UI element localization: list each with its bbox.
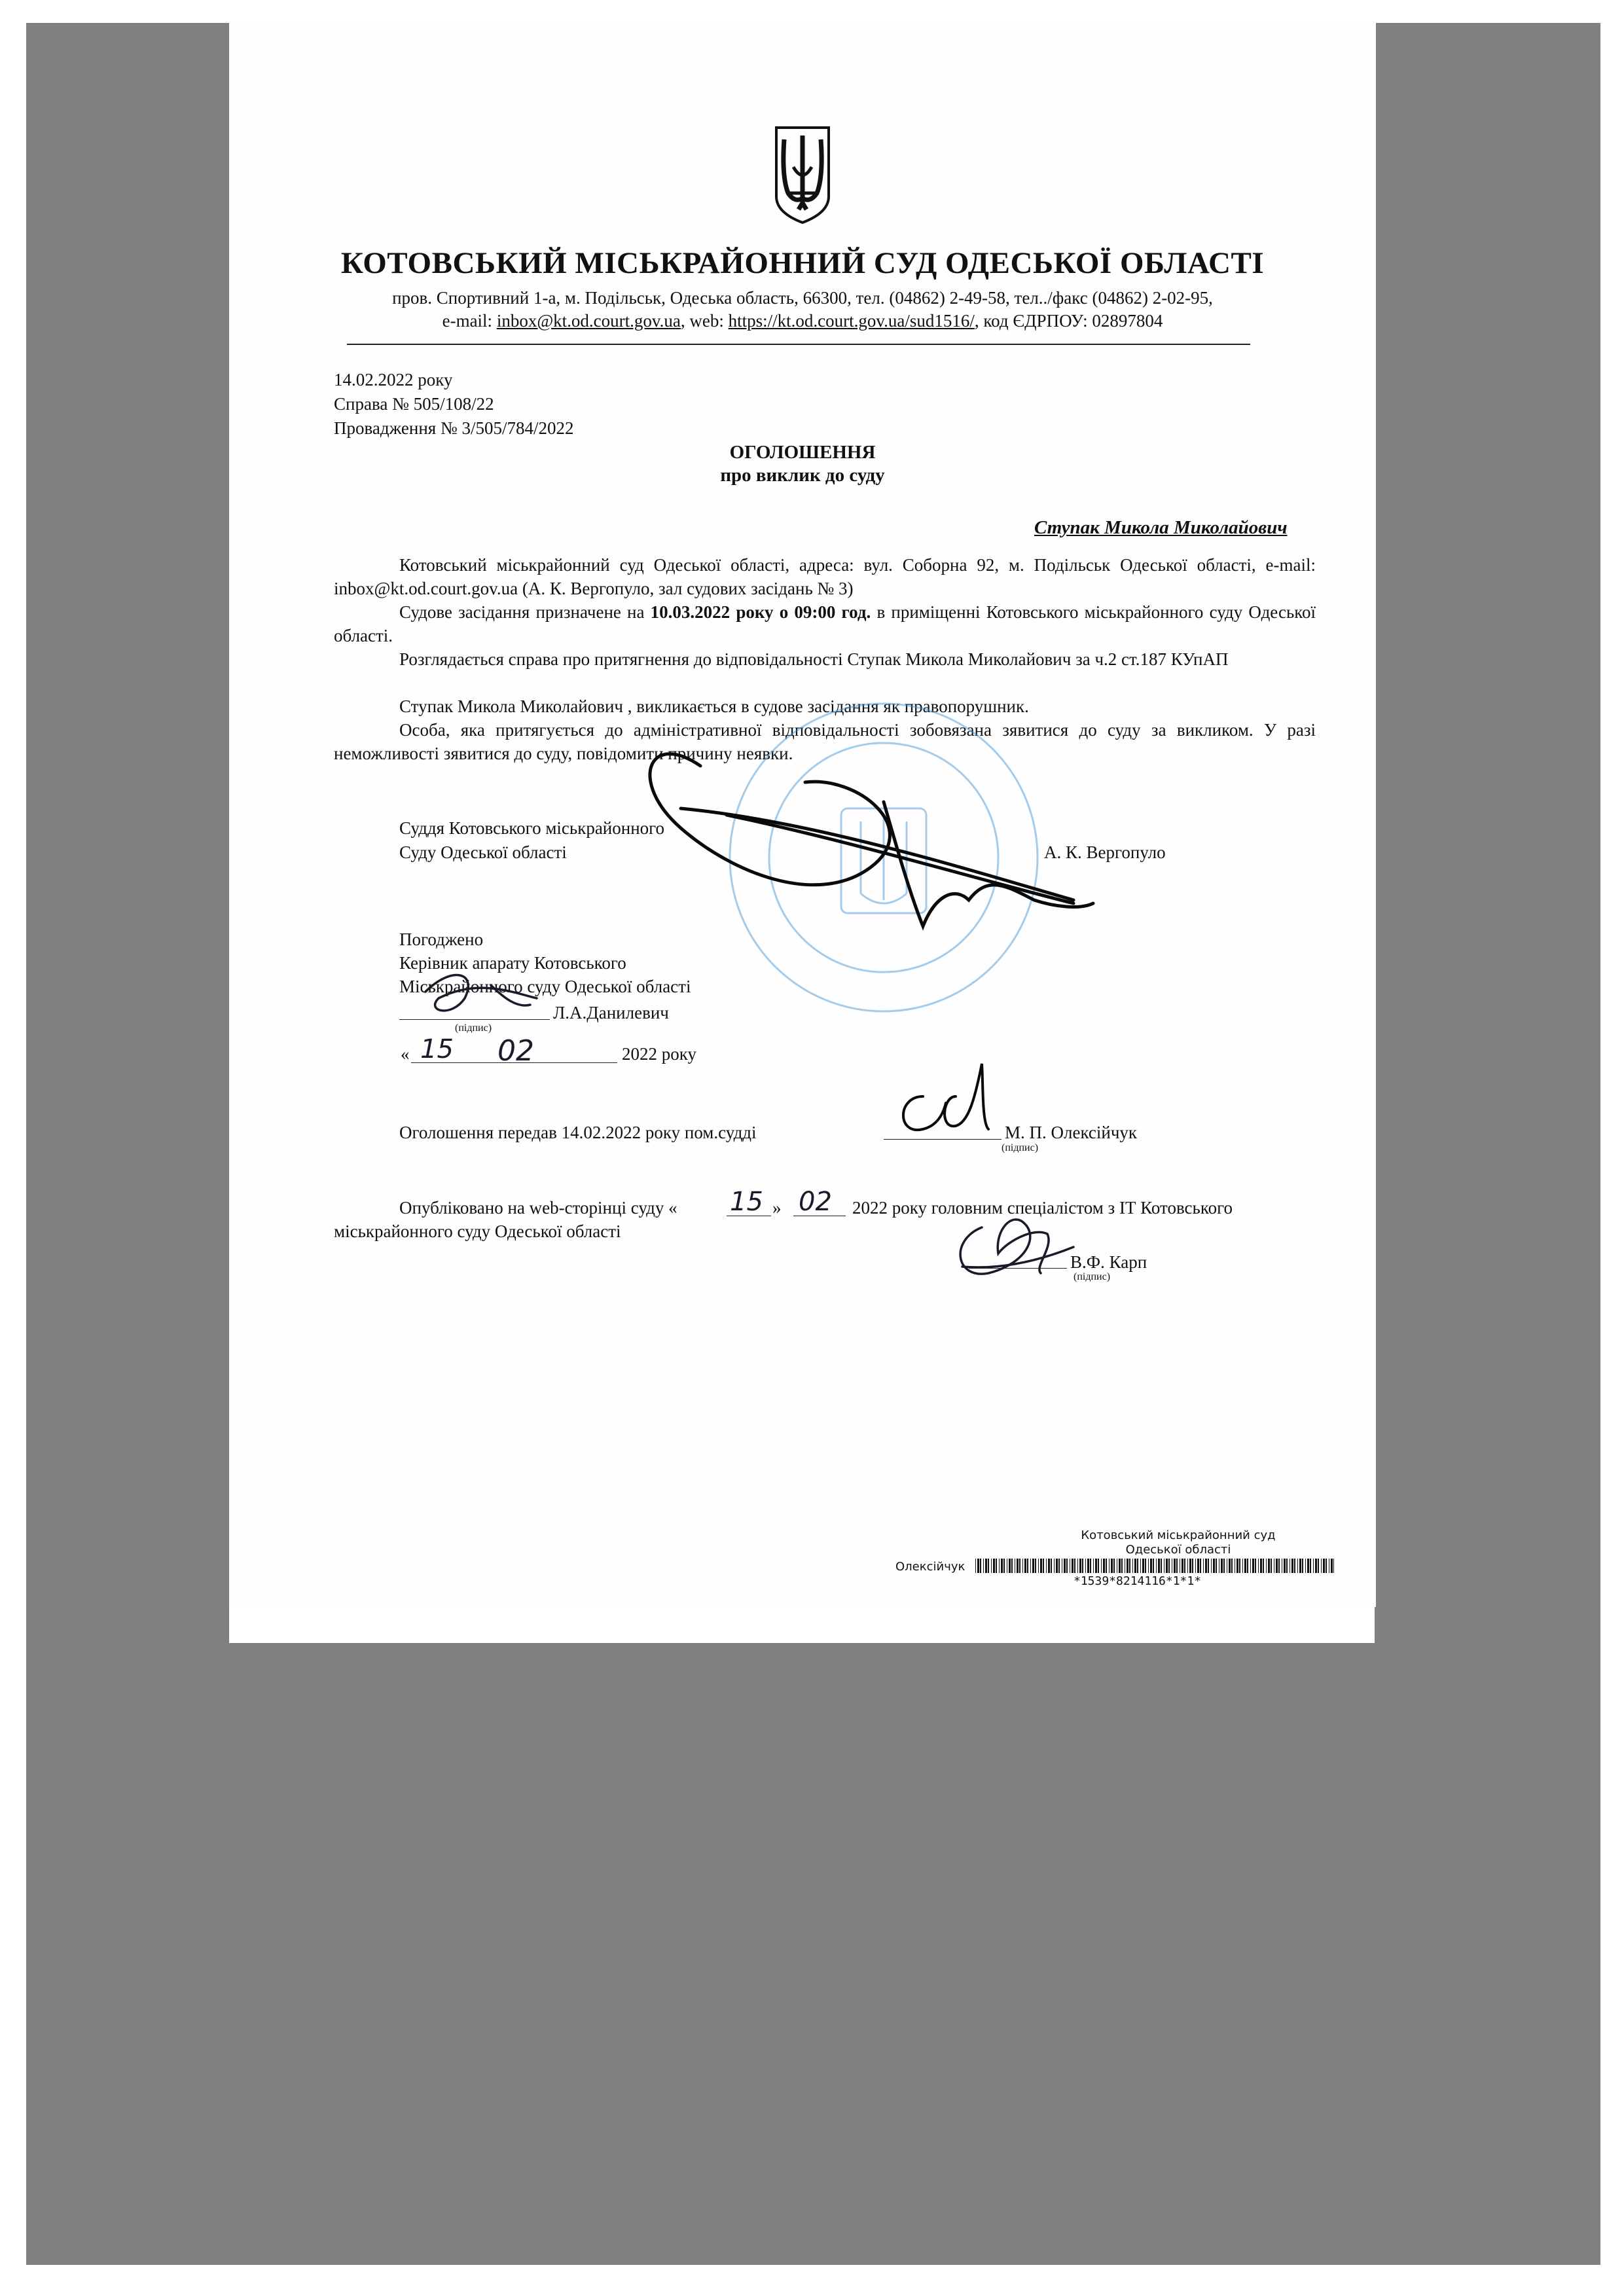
obligation-paragraph: Особа, яка притягується до адміністративної відповідальності зобовязана зявитися до суду за викликом. У разі неможливості зявитися до суду, повідомити причину неявки. [334,720,1316,763]
barcode-user: Олексійчук [895,1560,965,1574]
announcement-subtitle: про виклик до суду [720,465,885,486]
barcode-code: *1539*8214116*1*1* [1074,1574,1202,1588]
head-name: Л.А.Данилевич [553,1003,669,1022]
handwritten-day: 15 [420,1034,454,1064]
hearing-text-a: Судове засідання призначене на [399,602,651,622]
judge-title-line2: Суду Одеської області [399,842,567,862]
court-seal-stamp [730,704,1038,1011]
handwritten-published-day: 15 [730,1187,763,1217]
case-number: Справа № 505/108/22 [334,394,494,414]
head-title-line1: Керівник апарату Котовського [399,953,626,973]
announcement-title: ОГОЛОШЕННЯ [729,442,876,463]
agreed-label: Погоджено [399,930,484,949]
signature-label: (підпис) [1074,1271,1111,1282]
it-specialist-name: В.Ф. Карп [1070,1252,1147,1272]
edrpou-code: , код ЄДРПОУ: 02897804 [974,311,1163,331]
published-text-a: Опубліковано на web-сторінці суду « [399,1198,677,1218]
case-subject-paragraph: Розглядається справа про притягнення до відповідальності Ступак Микола Миколайович за ч.2 ст.187 КУпАП [399,649,1229,669]
head-title-line2: Міськрайонного суду Одеської області [399,977,691,996]
assistant-signature [903,1064,988,1130]
signature-label: (підпис) [1001,1142,1039,1153]
handed-over-text: Оголошення передав 14.02.2022 року пом.судді [399,1123,757,1142]
judge-name: А. К. Вергопуло [1044,842,1166,862]
handwritten-published-month: 02 [799,1187,832,1217]
barcode-icon [975,1559,1334,1573]
assistant-name: М. П. Олексійчук [1005,1123,1138,1142]
handwritten-month: 02 [497,1034,534,1068]
web-label: , web: [680,311,729,331]
court-name: КОТОВСЬКИЙ МІСЬКРАЙОННИЙ СУД ОДЕСЬКОЇ ОБЛАСТІ [340,246,1265,280]
scan-margin-right [1375,23,1600,1646]
judge-title-line1: Суддя Котовського міськрайонного [399,818,665,838]
document-page [229,23,1376,1607]
barcode-court-line1: Котовський міськрайонний суд [1081,1528,1276,1542]
court-address-paragraph: Котовський міськрайонний суд Одеської області, адреса: вул. Соборна 92, м. Подільськ Одеської області, e-mail: inbox@kt.od.court.gov.ua (А. К. Вергопуло, зал судових засідань № 3) [334,555,1316,598]
proceeding-number: Провадження № 3/505/784/2022 [334,418,574,438]
it-specialist-signature [960,1220,1074,1274]
stamps-and-signatures [229,23,1376,1607]
summons-paragraph: Ступак Микола Миколайович , викликається в судове засідання як правопорушник. [399,696,1029,716]
published-text-b: 2022 року головним спеціалістом з ІТ Котовського [852,1198,1233,1218]
document-date: 14.02.2022 року [334,370,453,389]
head-signature [425,975,537,1011]
published-quote-close: » [772,1198,782,1218]
hearing-datetime: 10.03.2022 року о 09:00 год. [650,602,871,622]
published-text-c: міськрайонного суду Одеської області [334,1221,621,1241]
date-quote-open: « [401,1044,410,1064]
barcode-court-line2: Одеської області [1125,1543,1231,1557]
court-address: пров. Спортивний 1-а, м. Подільськ, Одеська область, 66300, тел. (04862) 2-49-58, тел../факс (04862) 2-02-95, [392,288,1213,308]
hearing-text-c: в приміщенні Котовського міськрайонного суду Одеської області. [334,602,1316,645]
recipient-name: Ступак Микола Миколайович [1034,517,1288,538]
email-link[interactable]: inbox@kt.od.court.gov.ua [496,311,681,331]
email-label: e-mail: [442,311,497,331]
scan-margin-left [26,23,229,1646]
signature-label: (підпис) [455,1022,492,1034]
agreed-year: 2022 року [622,1044,696,1064]
scan-margin-bottom [26,1643,1600,2265]
web-link[interactable]: https://kt.od.court.gov.ua/sud1516/ [728,311,975,331]
